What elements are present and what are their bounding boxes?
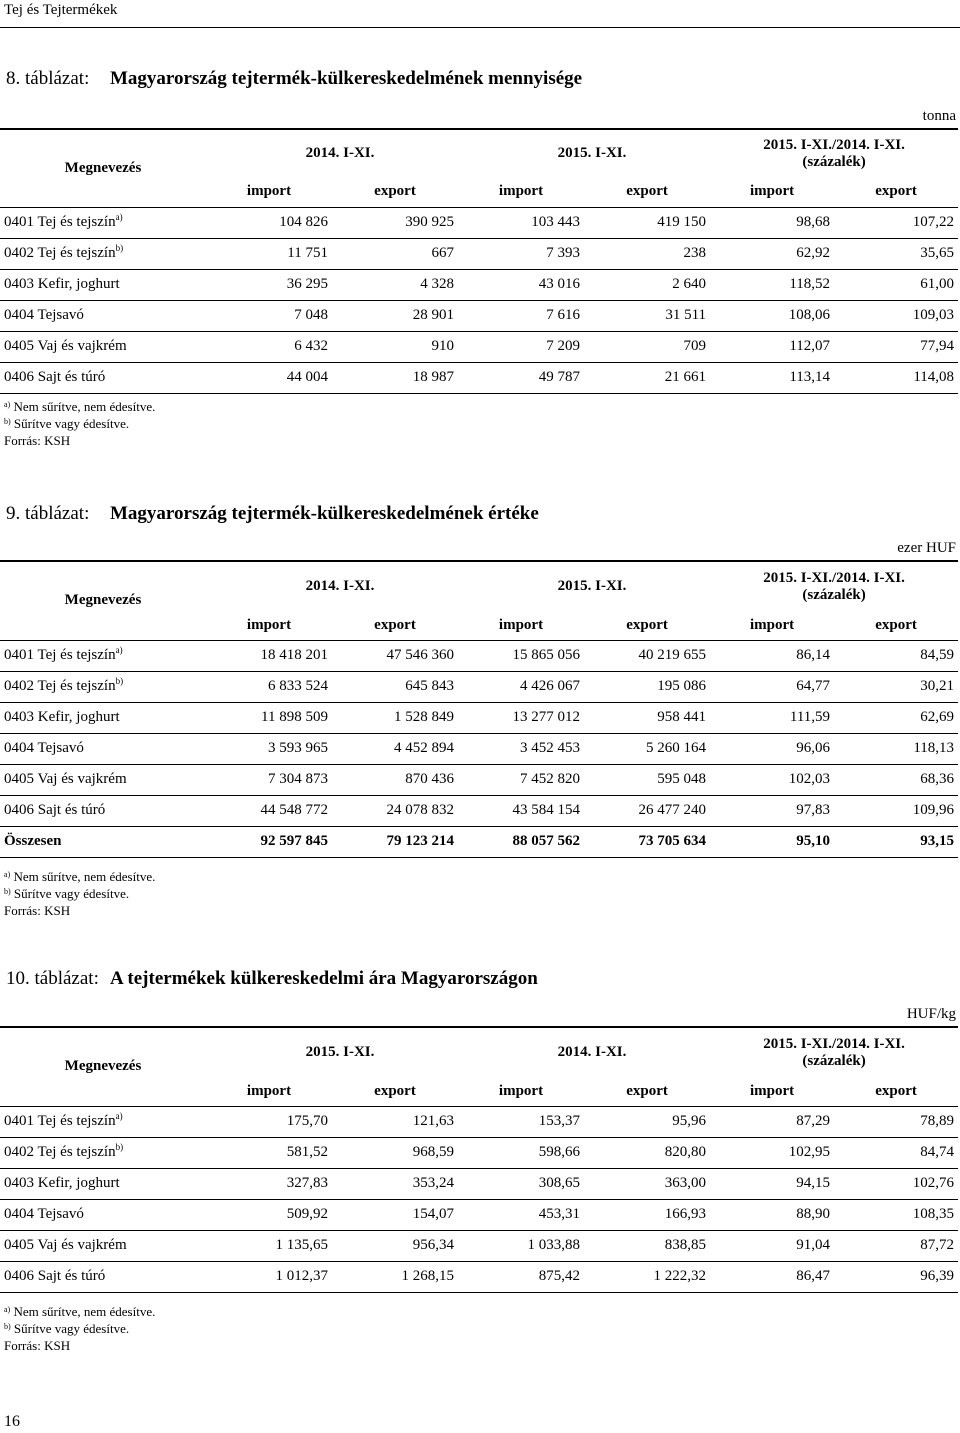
row-label <box>0 1168 206 1199</box>
table-number: 8. táblázat: <box>6 68 90 89</box>
table-cell: 28 901 <box>332 300 458 331</box>
table-cell: 113,14 <box>710 362 834 393</box>
total-label: Összesen <box>0 826 206 857</box>
import-2014-head: import <box>206 1077 332 1106</box>
period-1-head: 2014. I-XI. <box>206 561 458 611</box>
row-label <box>0 300 206 331</box>
ratio-unit-text: (százalék) <box>802 153 866 170</box>
row-label <box>0 362 206 393</box>
table-cell: 820,80 <box>584 1137 710 1168</box>
header-row-periods <box>0 129 958 177</box>
table-cell: 104 826 <box>206 207 332 238</box>
row-label <box>0 269 206 300</box>
footnote-marker: a) <box>4 400 11 409</box>
table-cell: 64,77 <box>710 671 834 702</box>
table-cell: 24 078 832 <box>332 795 458 826</box>
table-cell: 107,22 <box>834 207 958 238</box>
table-row <box>0 238 958 269</box>
table-cell: 7 452 820 <box>458 764 584 795</box>
table-cell: 419 150 <box>584 207 710 238</box>
table-cell: 870 436 <box>332 764 458 795</box>
row-label-text: 0401 Tej és tejszín <box>4 647 116 663</box>
table-row <box>0 1230 958 1261</box>
table-cell: 956,34 <box>332 1230 458 1261</box>
table-cell: 21 661 <box>584 362 710 393</box>
row-label-text: 0406 Sajt és túró <box>4 369 106 385</box>
table-cell: 78,89 <box>834 1106 958 1137</box>
table-cell: 88,90 <box>710 1199 834 1230</box>
col-name-head: Megnevezés <box>0 561 206 640</box>
footnote-line <box>4 1303 155 1320</box>
table-cell: 353,24 <box>332 1168 458 1199</box>
footnote-marker: a) <box>4 1305 11 1314</box>
export-ratio-head: export <box>834 1077 958 1106</box>
table-cell: 118,52 <box>710 269 834 300</box>
table-row <box>0 1168 958 1199</box>
table-cell: 838,85 <box>584 1230 710 1261</box>
ratio-period-text: 2015. I-XI./2014. I-XI. <box>763 569 905 586</box>
table-cell: 98,68 <box>710 207 834 238</box>
footnote-text: Nem sűrítve, nem édesítve. <box>13 869 156 884</box>
footnote-text: Sűrítve vagy édesítve. <box>13 886 130 901</box>
table-cell: 43 016 <box>458 269 584 300</box>
table-cell: 114,08 <box>834 362 958 393</box>
table-cell: 166,93 <box>584 1199 710 1230</box>
table-cell: 95,96 <box>584 1106 710 1137</box>
table-cell: 3 593 965 <box>206 733 332 764</box>
table-cell: 645 843 <box>332 671 458 702</box>
table-cell: 910 <box>332 331 458 362</box>
table-row <box>0 207 958 238</box>
table-cell: 62,69 <box>834 702 958 733</box>
table-row <box>0 1199 958 1230</box>
table-cell: 94,15 <box>710 1168 834 1199</box>
table-row <box>0 640 958 671</box>
table-row <box>0 1137 958 1168</box>
table-cell: 308,65 <box>458 1168 584 1199</box>
table-cell: 13 277 012 <box>458 702 584 733</box>
footnote-marker: a) <box>4 870 11 879</box>
table-cell: 7 209 <box>458 331 584 362</box>
row-label <box>0 1137 206 1168</box>
table-cell: 77,94 <box>834 331 958 362</box>
footnote-line <box>4 885 155 902</box>
table-cell: 118,13 <box>834 733 958 764</box>
footnote-line <box>4 415 155 432</box>
ratio-unit-text: (százalék) <box>802 1052 866 1069</box>
footnote-text: Forrás: KSH <box>4 903 71 918</box>
table-cell: 7 393 <box>458 238 584 269</box>
ratio-period-text: 2015. I-XI./2014. I-XI. <box>763 1035 905 1052</box>
table-cell: 84,59 <box>834 640 958 671</box>
import-ratio-head: import <box>710 177 834 207</box>
table-footnotes <box>4 398 155 449</box>
export-2015-head: export <box>584 611 710 640</box>
table-cell: 68,36 <box>834 764 958 795</box>
footnote-line <box>4 1337 155 1354</box>
table-cell: 40 219 655 <box>584 640 710 671</box>
table-cell: 958 441 <box>584 702 710 733</box>
table-cell: 7 616 <box>458 300 584 331</box>
table-row <box>0 702 958 733</box>
table-row <box>0 362 958 393</box>
table-cell: 5 260 164 <box>584 733 710 764</box>
import-2015-head: import <box>458 1077 584 1106</box>
table-cell: 15 865 056 <box>458 640 584 671</box>
table-cell: 87,29 <box>710 1106 834 1137</box>
table-row <box>0 269 958 300</box>
table-cell: 11 898 509 <box>206 702 332 733</box>
unit-label: tonna <box>922 108 956 124</box>
import-2015-head: import <box>458 177 584 207</box>
ratio-unit-text: (százalék) <box>802 586 866 603</box>
table-cell: 102,95 <box>710 1137 834 1168</box>
table-cell: 453,31 <box>458 1199 584 1230</box>
table-cell: 595 048 <box>584 764 710 795</box>
footnote-line <box>4 868 155 885</box>
footnote-marker: b) <box>4 1322 11 1331</box>
footnote-text: Nem sűrítve, nem édesítve. <box>13 1304 156 1319</box>
import-2014-head: import <box>206 611 332 640</box>
total-cell: 73 705 634 <box>584 826 710 857</box>
ratio-period-head <box>710 561 958 611</box>
import-ratio-head: import <box>710 611 834 640</box>
row-label <box>0 1199 206 1230</box>
table-cell: 30,21 <box>834 671 958 702</box>
unit-label: ezer HUF <box>897 540 956 556</box>
total-cell: 92 597 845 <box>206 826 332 857</box>
row-label <box>0 207 206 238</box>
table-cell: 102,03 <box>710 764 834 795</box>
row-label-text: 0401 Tej és tejszín <box>4 1113 116 1129</box>
row-label-text: 0403 Kefir, joghurt <box>4 276 120 292</box>
table-title-text: A tejtermékek külkereskedelmi ára Magyarországon <box>110 968 538 989</box>
table-cell: 968,59 <box>332 1137 458 1168</box>
table-cell: 581,52 <box>206 1137 332 1168</box>
table-cell: 327,83 <box>206 1168 332 1199</box>
footnote-text: Forrás: KSH <box>4 1338 71 1353</box>
row-label <box>0 238 206 269</box>
row-label-text: 0405 Vaj és vajkrém <box>4 1237 127 1253</box>
table-cell: 26 477 240 <box>584 795 710 826</box>
header-row-periods <box>0 561 958 611</box>
table-cell: 44 004 <box>206 362 332 393</box>
table-cell: 43 584 154 <box>458 795 584 826</box>
import-ratio-head: import <box>710 1077 834 1106</box>
table-cell: 6 833 524 <box>206 671 332 702</box>
table-cell: 1 033,88 <box>458 1230 584 1261</box>
data-table <box>0 560 958 858</box>
table-number: 10. táblázat: <box>6 968 99 989</box>
table-cell: 111,59 <box>710 702 834 733</box>
table-cell: 86,14 <box>710 640 834 671</box>
period-1-head: 2015. I-XI. <box>206 1027 458 1077</box>
table-cell: 86,47 <box>710 1261 834 1292</box>
table-cell: 97,83 <box>710 795 834 826</box>
export-ratio-head: export <box>834 177 958 207</box>
footnote-marker: b) <box>4 417 11 426</box>
row-label-text: 0404 Tejsavó <box>4 740 84 756</box>
table-cell: 112,07 <box>710 331 834 362</box>
row-footnote-marker: a) <box>115 645 123 655</box>
table-cell: 709 <box>584 331 710 362</box>
row-label <box>0 1106 206 1137</box>
table-cell: 18 418 201 <box>206 640 332 671</box>
header-row-periods <box>0 1027 958 1077</box>
table-row <box>0 733 958 764</box>
row-label-text: 0402 Tej és tejszín <box>4 678 116 694</box>
row-footnote-marker: a) <box>115 1111 123 1121</box>
table-footnotes <box>4 868 155 919</box>
export-2015-head: export <box>584 1077 710 1106</box>
table-cell: 44 548 772 <box>206 795 332 826</box>
row-footnote-marker: b) <box>115 1142 124 1152</box>
footnote-line <box>4 432 155 449</box>
table-cell: 1 012,37 <box>206 1261 332 1292</box>
table-cell: 4 426 067 <box>458 671 584 702</box>
export-2014-head: export <box>332 611 458 640</box>
table-cell: 18 987 <box>332 362 458 393</box>
data-table <box>0 1026 958 1293</box>
table-cell: 35,65 <box>834 238 958 269</box>
row-label <box>0 671 206 702</box>
export-ratio-head: export <box>834 611 958 640</box>
table-cell: 1 135,65 <box>206 1230 332 1261</box>
row-footnote-marker: a) <box>115 212 123 222</box>
table-row <box>0 300 958 331</box>
unit-label: HUF/kg <box>906 1006 956 1022</box>
row-label-text: 0402 Tej és tejszín <box>4 1144 116 1160</box>
ratio-period-text: 2015. I-XI./2014. I-XI. <box>763 136 905 153</box>
row-label-text: 0404 Tejsavó <box>4 307 84 323</box>
table-cell: 62,92 <box>710 238 834 269</box>
total-cell: 93,15 <box>834 826 958 857</box>
row-label <box>0 702 206 733</box>
table-cell: 121,63 <box>332 1106 458 1137</box>
period-1-head: 2014. I-XI. <box>206 129 458 177</box>
table-cell: 1 528 849 <box>332 702 458 733</box>
import-2015-head: import <box>458 611 584 640</box>
col-name-head: Megnevezés <box>0 129 206 207</box>
table-title <box>6 968 538 990</box>
period-2-head: 2014. I-XI. <box>458 1027 710 1077</box>
table-footnotes <box>4 1303 155 1354</box>
table-cell: 96,06 <box>710 733 834 764</box>
table-cell: 1 222,32 <box>584 1261 710 1292</box>
ratio-period-head <box>710 1027 958 1077</box>
table-cell: 175,70 <box>206 1106 332 1137</box>
footnote-line <box>4 1320 155 1337</box>
table-cell: 154,07 <box>332 1199 458 1230</box>
table-title <box>6 503 539 525</box>
table-row <box>0 331 958 362</box>
table-cell: 6 432 <box>206 331 332 362</box>
table-cell: 7 304 873 <box>206 764 332 795</box>
row-label <box>0 640 206 671</box>
period-2-head: 2015. I-XI. <box>458 561 710 611</box>
row-label-text: 0403 Kefir, joghurt <box>4 1175 120 1191</box>
period-2-head: 2015. I-XI. <box>458 129 710 177</box>
row-label <box>0 1261 206 1292</box>
table-cell: 47 546 360 <box>332 640 458 671</box>
table-cell: 7 048 <box>206 300 332 331</box>
table-cell: 91,04 <box>710 1230 834 1261</box>
table-row <box>0 671 958 702</box>
footnote-text: Sűrítve vagy édesítve. <box>13 416 130 431</box>
ratio-period-head <box>710 129 958 177</box>
table-cell: 4 328 <box>332 269 458 300</box>
footnote-line <box>4 398 155 415</box>
row-footnote-marker: b) <box>115 243 124 253</box>
table-cell: 4 452 894 <box>332 733 458 764</box>
table-cell: 509,92 <box>206 1199 332 1230</box>
table-cell: 1 268,15 <box>332 1261 458 1292</box>
total-cell: 88 057 562 <box>458 826 584 857</box>
export-2014-head: export <box>332 177 458 207</box>
table-cell: 109,03 <box>834 300 958 331</box>
table-cell: 84,74 <box>834 1137 958 1168</box>
table-cell: 667 <box>332 238 458 269</box>
row-label <box>0 331 206 362</box>
table-row <box>0 1261 958 1292</box>
table-title-text: Magyarország tejtermék-külkereskedelmének értéke <box>110 503 539 524</box>
data-table <box>0 128 958 394</box>
footnote-line <box>4 902 155 919</box>
table-cell: 31 511 <box>584 300 710 331</box>
row-footnote-marker: b) <box>115 676 124 686</box>
row-label-text: 0405 Vaj és vajkrém <box>4 338 127 354</box>
table-cell: 238 <box>584 238 710 269</box>
row-label-text: 0405 Vaj és vajkrém <box>4 771 127 787</box>
row-label-text: 0402 Tej és tejszín <box>4 245 116 261</box>
table-cell: 153,37 <box>458 1106 584 1137</box>
table-row <box>0 795 958 826</box>
import-2014-head: import <box>206 177 332 207</box>
table-cell: 598,66 <box>458 1137 584 1168</box>
table-title <box>6 68 582 90</box>
table-cell: 108,06 <box>710 300 834 331</box>
table-title-text: Magyarország tejtermék-külkereskedelmének mennyisége <box>110 68 583 89</box>
table-number: 9. táblázat: <box>6 503 90 524</box>
page-number: 16 <box>4 1413 20 1430</box>
row-label <box>0 764 206 795</box>
footnote-marker: b) <box>4 887 11 896</box>
table-cell: 390 925 <box>332 207 458 238</box>
running-header: Tej és Tejtermékek <box>4 2 118 18</box>
table-cell: 96,39 <box>834 1261 958 1292</box>
row-label-text: 0403 Kefir, joghurt <box>4 709 120 725</box>
total-cell: 95,10 <box>710 826 834 857</box>
header-divider <box>0 27 960 28</box>
col-name-head: Megnevezés <box>0 1027 206 1106</box>
footnote-text: Sűrítve vagy édesítve. <box>13 1321 130 1336</box>
table-cell: 102,76 <box>834 1168 958 1199</box>
table-cell: 3 452 453 <box>458 733 584 764</box>
row-label-text: 0404 Tejsavó <box>4 1206 84 1222</box>
table-row <box>0 1106 958 1137</box>
row-label-text: 0406 Sajt és túró <box>4 1268 106 1284</box>
row-label-text: 0401 Tej és tejszín <box>4 214 116 230</box>
table-cell: 2 640 <box>584 269 710 300</box>
table-cell: 363,00 <box>584 1168 710 1199</box>
row-label-text: 0406 Sajt és túró <box>4 802 106 818</box>
table-cell: 195 086 <box>584 671 710 702</box>
footnote-text: Forrás: KSH <box>4 433 71 448</box>
table-cell: 36 295 <box>206 269 332 300</box>
table-cell: 87,72 <box>834 1230 958 1261</box>
table-cell: 11 751 <box>206 238 332 269</box>
export-2014-head: export <box>332 1077 458 1106</box>
table-cell: 875,42 <box>458 1261 584 1292</box>
footnote-text: Nem sűrítve, nem édesítve. <box>13 399 156 414</box>
row-label <box>0 1230 206 1261</box>
row-label <box>0 733 206 764</box>
table-cell: 49 787 <box>458 362 584 393</box>
table-row <box>0 764 958 795</box>
table-cell: 109,96 <box>834 795 958 826</box>
export-2015-head: export <box>584 177 710 207</box>
row-label <box>0 795 206 826</box>
total-cell: 79 123 214 <box>332 826 458 857</box>
table-cell: 103 443 <box>458 207 584 238</box>
table-cell: 108,35 <box>834 1199 958 1230</box>
total-row <box>0 826 958 857</box>
table-cell: 61,00 <box>834 269 958 300</box>
